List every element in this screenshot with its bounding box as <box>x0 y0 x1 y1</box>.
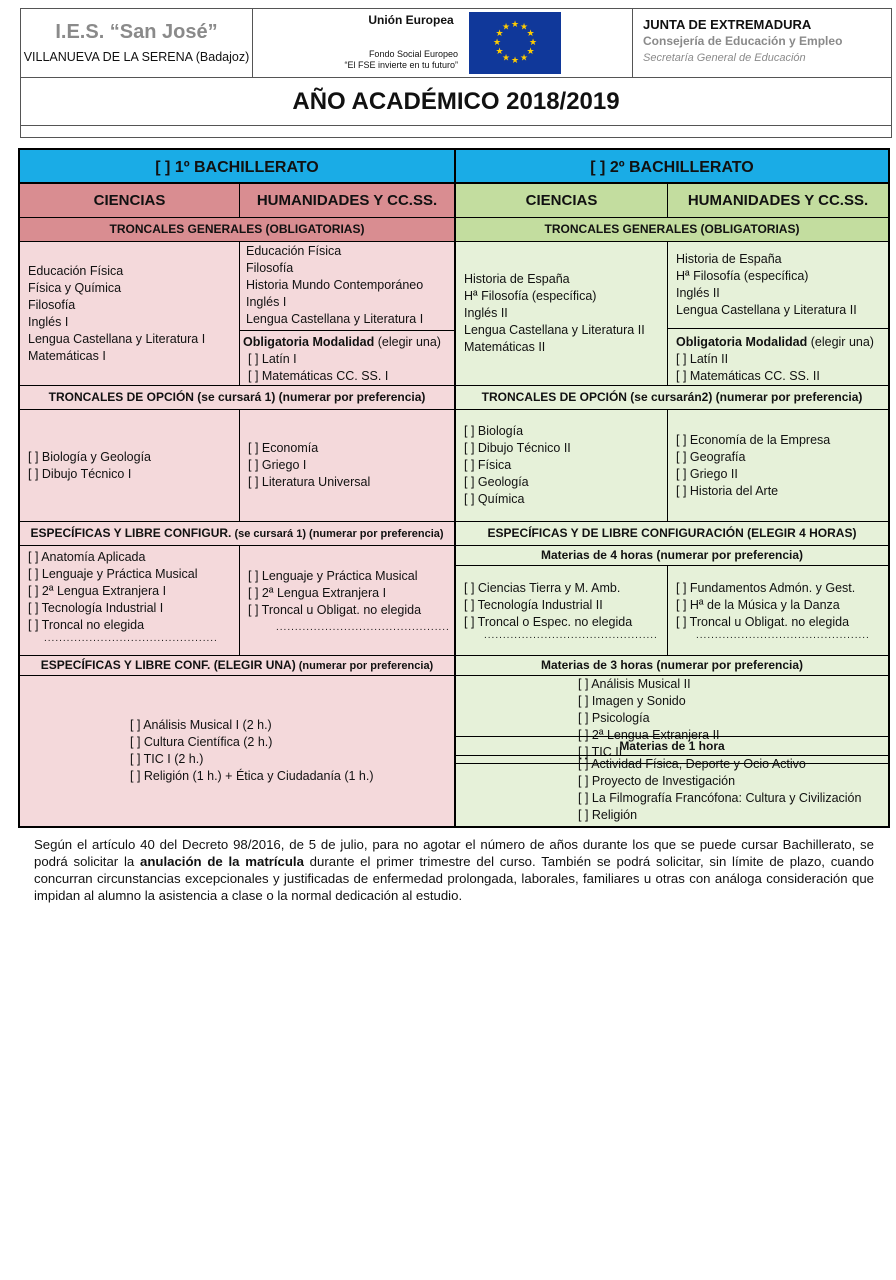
troncales-generales-row <box>456 242 888 386</box>
checkbox-option[interactable]: [ ] Economía de la Empresa <box>676 432 831 447</box>
checkbox-option[interactable]: [ ] Literatura Universal <box>248 475 371 489</box>
list-item: Inglés II <box>464 306 508 320</box>
first-year-title[interactable]: [ ] 1º BACHILLERATO <box>20 150 454 184</box>
obligatoria-modalidad <box>240 330 454 385</box>
fill-in-line: .............................................. <box>44 633 218 644</box>
list-item: Inglés I <box>28 314 69 329</box>
junta-title: JUNTA DE EXTREMADURA <box>643 17 812 32</box>
checkbox-option[interactable]: [ ] Tecnología Industrial I <box>28 601 164 615</box>
list-item: Matemáticas I <box>28 348 106 363</box>
checkbox-option[interactable]: [ ] Cultura Científica (2 h.) <box>130 735 273 749</box>
fill-in-line: .............................................. <box>696 630 870 641</box>
obligatoria-label: Obligatoria Modalidad <box>676 335 808 349</box>
elegir-una-title: ESPECÍFICAS Y LIBRE CONF. (ELEGIR UNA) <box>40 658 296 672</box>
stream-humanidades: HUMANIDADES Y CC.SS. <box>687 192 869 209</box>
checkbox-option[interactable]: [ ] Troncal u Obligat. no elegida <box>248 603 422 617</box>
list-item: Hª Filosofía (específica) <box>464 289 597 303</box>
second-year-title[interactable]: [ ] 2º BACHILLERATO <box>456 150 888 184</box>
tg-ciencias-list <box>456 242 668 385</box>
svg-text:★: ★ <box>510 20 520 30</box>
school-town: VILLANUEVA DE LA SERENA (Badajoz) <box>23 50 250 64</box>
note-bold: anulación de la matrícula <box>140 854 304 869</box>
eu-flag-icon <box>469 12 561 74</box>
tg-humanidades-block <box>240 242 454 385</box>
list-item: Lengua Castellana y Literatura I <box>246 312 424 326</box>
list-item: Educación Física <box>28 263 124 278</box>
note-part1: Según el artículo 40 del Decreto 98/2016, de 5 de julio, para no agotar el número de años durante los que se puede cursar Bachillerato, se podrá solicitar la <box>34 837 874 869</box>
svg-text:★: ★ <box>501 22 511 33</box>
fill-in-line: .............................................. <box>276 622 450 633</box>
list-item: Inglés I <box>246 295 287 309</box>
enrollment-table <box>18 148 890 828</box>
list-item: Historia Mundo Contemporáneo <box>246 278 424 292</box>
svg-text:★: ★ <box>501 53 511 64</box>
elegir-una-list <box>20 717 374 785</box>
checkbox-option[interactable]: [ ] Ciencias Tierra y M. Amb. <box>464 581 621 595</box>
checkbox-option[interactable]: [ ] 2ª Lengua Extranjera II <box>578 728 720 742</box>
h1-list <box>456 756 888 824</box>
checkbox-option[interactable]: [ ] Análisis Musical II <box>578 677 691 691</box>
academic-year-title: AÑO ACADÉMICO 2018/2019 <box>20 78 892 126</box>
especificas-header <box>20 522 454 546</box>
obligatoria-suffix: (elegir una) <box>807 335 874 349</box>
tg-humanidades-list <box>668 242 888 328</box>
checkbox-option[interactable]: [ ] Troncal no elegida <box>28 618 145 632</box>
list-item: Lengua Castellana y Literatura I <box>28 331 206 346</box>
h4-humanidades-list <box>668 566 888 655</box>
troncales-opcion-header: TRONCALES DE OPCIÓN (se cursará 1) (numerar por preferencia) <box>20 386 454 410</box>
svg-text:★: ★ <box>492 38 502 48</box>
checkbox-option[interactable]: [ ] Psicología <box>578 711 650 725</box>
checkbox-option[interactable]: [ ] Análisis Musical I (2 h.) <box>130 718 272 732</box>
checkbox-option[interactable]: [ ] Física <box>464 458 512 472</box>
obligatoria-modalidad <box>668 328 888 385</box>
cuatro-horas-row <box>456 566 888 656</box>
obligatoria-heading <box>243 334 454 351</box>
school-name: I.E.S. “San José” <box>55 21 218 43</box>
eu-stars-icon <box>469 12 561 74</box>
annulment-note <box>34 836 874 904</box>
consejeria: Consejería de Educación y Empleo <box>643 34 843 48</box>
op-humanidades-list <box>668 410 888 521</box>
checkbox-option[interactable]: [ ] Anatomía Aplicada <box>28 550 146 564</box>
checkbox-option[interactable]: [ ] Tecnología Industrial II <box>464 598 603 612</box>
stream-ciencias: CIENCIAS <box>20 184 240 217</box>
school-block <box>21 9 253 77</box>
especificas-title: ESPECÍFICAS Y LIBRE CONFIGUR. <box>30 526 232 540</box>
checkbox-option[interactable]: [ ] Troncal u Obligat. no elegida <box>676 615 850 629</box>
list-item: Filosofía <box>28 297 76 312</box>
h4-ciencias-list <box>456 566 668 655</box>
troncales-opcion-header: TRONCALES DE OPCIÓN (se cursarán2) (numerar por preferencia) <box>456 386 888 410</box>
fill-in-line: .............................................. <box>484 630 658 641</box>
list-item: Física y Química <box>28 280 122 295</box>
checkbox-option[interactable]: [ ] Geología <box>464 475 529 489</box>
checkbox-option[interactable]: [ ] Economía <box>248 441 319 455</box>
una-hora-area <box>456 756 888 826</box>
checkbox-option[interactable]: [ ] 2ª Lengua Extranjera I <box>248 586 387 600</box>
checkbox-option[interactable]: [ ] Historia del Arte <box>676 483 779 498</box>
obligatoria-label: Obligatoria Modalidad <box>243 335 375 349</box>
obligatoria-heading <box>676 334 888 351</box>
fse-line2: “El FSE invierte en tu futuro” <box>344 60 458 70</box>
elegir-una-list-area <box>20 676 454 826</box>
checkbox-option[interactable]: [ ] Biología y Geología <box>28 449 151 464</box>
svg-text:★: ★ <box>495 29 504 39</box>
svg-text:★: ★ <box>519 53 529 64</box>
checkbox-option[interactable]: [ ] Latín II <box>676 352 729 366</box>
especificas-row <box>20 546 454 656</box>
elegir-una-header <box>20 656 454 676</box>
note-part2: durante el primer trimestre del curso. También se podrá solicitar, sin límite de plazo, cuando concurran circunstancias excepcionales y justificadas de enfermedad prolongada, laborales, familiares u otras con análoga consideración que impidan al alumno la asistencia a clase o la normal dedicación al estudio. <box>34 854 874 903</box>
checkbox-option[interactable]: [ ] Matemáticas CC. SS. I <box>248 369 389 383</box>
esp-humanidades-list <box>240 546 454 655</box>
checkbox-option[interactable]: [ ] Hª de la Música y la Danza <box>676 598 840 612</box>
checkbox-option[interactable]: [ ] TIC II <box>578 745 623 759</box>
list-item: Matemáticas II <box>464 340 546 354</box>
second-year-column <box>456 150 888 826</box>
list-item: Educación Física <box>246 244 342 258</box>
checkbox-option[interactable]: [ ] Matemáticas CC. SS. II <box>676 369 820 383</box>
first-year-column <box>20 150 456 826</box>
checkbox-option[interactable]: [ ] Lenguaje y Práctica Musical <box>28 567 198 581</box>
checkbox-option[interactable]: [ ] 2ª Lengua Extranjera I <box>28 584 167 598</box>
checkbox-option[interactable]: [ ] Actividad Física, Deporte y Ocio Activo <box>578 757 806 771</box>
secretaria: Secretaría General de Educación <box>643 52 806 64</box>
checkbox-option[interactable]: [ ] Proyecto de Investigación <box>578 774 736 788</box>
checkbox-option[interactable]: [ ] Latín I <box>248 352 297 366</box>
cuatro-horas-header: Materias de 4 horas (numerar por preferencia) <box>456 546 888 566</box>
troncales-opcion-row <box>20 410 454 522</box>
svg-text:★: ★ <box>519 22 529 33</box>
stream-humanidades: HUMANIDADES Y CC.SS. <box>256 192 438 209</box>
list-item: Lengua Castellana y Literatura II <box>676 303 857 317</box>
first-year-streams <box>20 184 454 218</box>
checkbox-option[interactable]: [ ] Lenguaje y Práctica Musical <box>248 569 418 583</box>
troncales-generales-header: TRONCALES GENERALES (OBLIGATORIAS) <box>456 218 888 242</box>
checkbox-option[interactable]: [ ] Dibujo Técnico II <box>464 441 571 455</box>
list-item: Historia de España <box>676 252 782 266</box>
obligatoria-suffix: (elegir una) <box>374 335 441 349</box>
troncales-opcion-row <box>456 410 888 522</box>
tres-horas-header: Materias de 3 horas (numerar por preferencia) <box>456 656 888 676</box>
svg-text:★: ★ <box>510 56 520 66</box>
list-item: Historia de España <box>464 272 570 286</box>
eu-block <box>253 9 633 77</box>
junta-block <box>633 9 891 77</box>
checkbox-option[interactable]: [ ] La Filmografía Francófona: Cultura y Civilización <box>578 791 862 805</box>
checkbox-option[interactable]: [ ] Troncal o Espec. no elegida <box>464 615 633 629</box>
stream-ciencias: CIENCIAS <box>456 184 668 217</box>
checkbox-option[interactable]: [ ] Religión <box>578 808 638 822</box>
eu-title: Unión Europea <box>368 13 454 27</box>
op-humanidades-list <box>240 410 454 521</box>
checkbox-option[interactable]: [ ] Biología <box>464 424 524 438</box>
svg-text:★: ★ <box>528 38 538 48</box>
list-item: Inglés II <box>676 286 720 300</box>
document-header <box>20 8 892 78</box>
una-hora-header: Materias de 1 hora <box>456 736 888 756</box>
svg-text:★: ★ <box>495 47 504 57</box>
checkbox-option[interactable]: [ ] Imagen y Sonido <box>578 694 686 708</box>
checkbox-option[interactable]: [ ] TIC I (2 h.) <box>130 752 204 766</box>
tg-humanidades-list <box>240 242 454 330</box>
checkbox-option[interactable]: [ ] Fundamentos Admón. y Gest. <box>676 581 856 595</box>
list-item: Filosofía <box>246 261 294 275</box>
op-ciencias-list <box>20 410 240 521</box>
checkbox-option[interactable]: [ ] Geografía <box>676 449 746 464</box>
tg-ciencias-list <box>20 242 240 385</box>
checkbox-option[interactable]: [ ] Griego II <box>676 466 738 481</box>
svg-text:★: ★ <box>526 29 535 39</box>
checkbox-option[interactable]: [ ] Química <box>464 492 525 506</box>
list-item: Lengua Castellana y Literatura II <box>464 323 645 337</box>
especificas-header: ESPECÍFICAS Y DE LIBRE CONFIGURACIÓN (ELEGIR 4 HORAS) <box>456 522 888 546</box>
svg-text:★: ★ <box>526 47 535 57</box>
checkbox-option[interactable]: [ ] Dibujo Técnico I <box>28 466 132 481</box>
especificas-note: (se cursará 1) (numerar por preferencia) <box>231 528 444 540</box>
troncales-generales-row <box>20 242 454 386</box>
header-spacer <box>20 126 892 138</box>
fse-line1: Fondo Social Europeo <box>368 49 458 59</box>
second-year-streams <box>456 184 888 218</box>
checkbox-option[interactable]: [ ] Religión (1 h.) + Ética y Ciudadanía (1 h.) <box>130 769 374 783</box>
checkbox-option[interactable]: [ ] Griego I <box>248 458 307 472</box>
troncales-generales-header: TRONCALES GENERALES (OBLIGATORIAS) <box>20 218 454 242</box>
tg-humanidades-block <box>668 242 888 385</box>
esp-ciencias-list <box>20 546 240 655</box>
list-item: Hª Filosofía (específica) <box>676 269 809 283</box>
elegir-una-note: (numerar por preferencia) <box>295 660 434 672</box>
op-ciencias-list <box>456 410 668 521</box>
